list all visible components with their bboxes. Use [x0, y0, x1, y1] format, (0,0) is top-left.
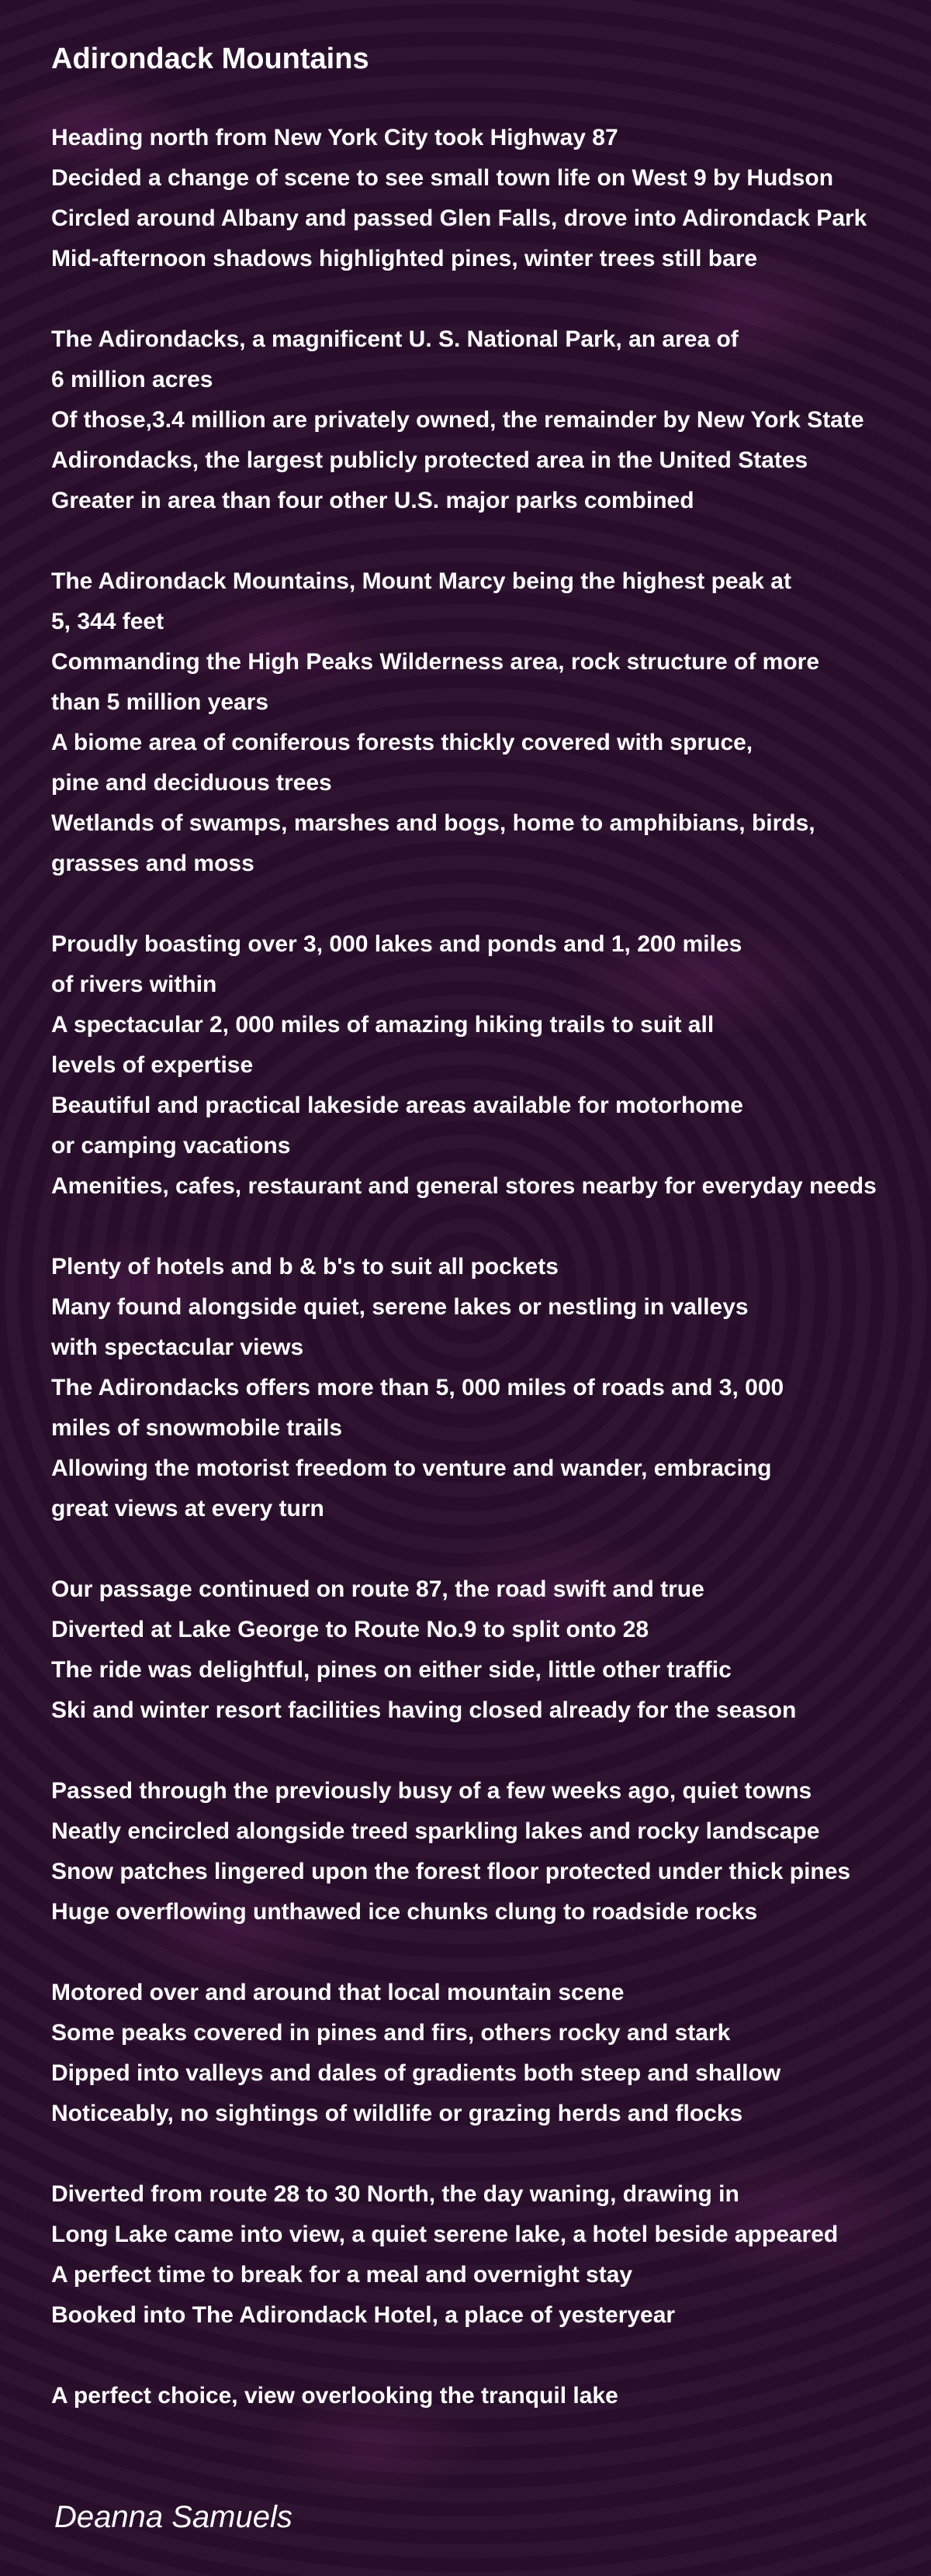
poem-stanza [51, 924, 931, 1207]
poem-line: The ride was delightful, pines on either side, little other traffic [51, 1657, 732, 1683]
poem-line: Diverted from route 28 to 30 North, the day waning, drawing in [51, 2181, 739, 2207]
poem-line: Wetlands of swamps, marshes and bogs, home to amphibians, birds, [51, 810, 815, 836]
poem-line: Decided a change of scene to see small town life on West 9 by Hudson [51, 165, 834, 191]
poem-line: Ski and winter resort facilities having closed already for the season [51, 1697, 797, 1723]
poem-stanza [51, 1569, 931, 1731]
poem-line: of rivers within [51, 972, 217, 997]
poem-line: Greater in area than four other U.S. major parks combined [51, 488, 694, 513]
poem-line: pine and deciduous trees [51, 770, 332, 796]
poem-stanza [51, 118, 931, 279]
poem-line: than 5 million years [51, 689, 269, 715]
poem-stanza [51, 2174, 931, 2336]
poem-stanza [51, 2376, 931, 2416]
poem-line: Circled around Albany and passed Glen Falls, drove into Adirondack Park [51, 205, 867, 231]
poem-line: Heading north from New York City took Highway 87 [51, 125, 618, 150]
poem-line: Snow patches lingered upon the forest floor protected under thick pines [51, 1859, 851, 1884]
poem-line: with spectacular views [51, 1335, 304, 1360]
poem-line: The Adirondacks, a magnificent U. S. National Park, an area of [51, 326, 739, 352]
poem-stanza [51, 561, 931, 884]
poem-line: Mid-afternoon shadows highlighted pines, winter trees still bare [51, 246, 758, 271]
poem-stanza [51, 1771, 931, 1932]
poem-line: Beautiful and practical lakeside areas available for motorhome [51, 1093, 743, 1118]
poem-stanzas [51, 118, 931, 2416]
poem-line: grasses and moss [51, 851, 254, 876]
poem-line: Some peaks covered in pines and firs, others rocky and stark [51, 2020, 731, 2046]
poem-line: The Adirondacks offers more than 5, 000 miles of roads and 3, 000 [51, 1375, 784, 1400]
poem-line: Allowing the motorist freedom to venture and wander, embracing [51, 1455, 772, 1481]
poem-line: miles of snowmobile trails [51, 1415, 343, 1441]
poem-line: A spectacular 2, 000 miles of amazing hiking trails to suit all [51, 1012, 715, 1038]
poem-line: A perfect choice, view overlooking the tranquil lake [51, 2383, 618, 2409]
poem-title: Adirondack Mountains [51, 43, 369, 75]
poem-stanza [51, 1973, 931, 2134]
poem-line: 6 million acres [51, 367, 213, 392]
poem-line: Diverted at Lake George to Route No.9 to split onto 28 [51, 1617, 649, 1642]
poem-line: Many found alongside quiet, serene lakes or nestling in valleys [51, 1294, 749, 1320]
poem-line: or camping vacations [51, 1133, 291, 1159]
poem-line: Amenities, cafes, restaurant and general stores nearby for everyday needs [51, 1173, 877, 1199]
poem-line: Proudly boasting over 3, 000 lakes and ponds and 1, 200 miles [51, 931, 742, 957]
poem-line: Noticeably, no sightings of wildlife or grazing herds and flocks [51, 2101, 743, 2126]
poem-body [51, 37, 931, 2457]
poem-line: Neatly encircled alongside treed sparkling lakes and rocky landscape [51, 1818, 820, 1844]
poem-line: The Adirondack Mountains, Mount Marcy being the highest peak at [51, 568, 791, 594]
poem-line: Plenty of hotels and b & b's to suit all pockets [51, 1254, 559, 1279]
poem-stanza [51, 1247, 931, 1529]
poem-line: 5, 344 feet [51, 609, 164, 634]
poem-line: Our passage continued on route 87, the road swift and true [51, 1576, 704, 1602]
poem-line: Passed through the previously busy of a few weeks ago, quiet towns [51, 1778, 812, 1804]
poem-line: Adirondacks, the largest publicly protected area in the United States [51, 447, 808, 473]
poem-line: Commanding the High Peaks Wilderness area, rock structure of more [51, 649, 819, 675]
poem-line: A perfect time to break for a meal and overnight stay [51, 2262, 633, 2288]
poem-author: Deanna Samuels [54, 2500, 292, 2534]
poem-line: Of those,3.4 million are privately owned, the remainder by New York State [51, 407, 864, 433]
poem-line: Long Lake came into view, a quiet serene lake, a hotel beside appeared [51, 2222, 839, 2247]
poem-line: A biome area of coniferous forests thickly covered with spruce, [51, 730, 753, 755]
poem-line: Huge overflowing unthawed ice chunks clung to roadside rocks [51, 1899, 758, 1925]
poem-line: Dipped into valleys and dales of gradients both steep and shallow [51, 2060, 781, 2086]
poem-line: great views at every turn [51, 1496, 324, 1521]
poem-line: Motored over and around that local mountain scene [51, 1980, 625, 2005]
poem-line: levels of expertise [51, 1052, 254, 1078]
poem-stanza [51, 319, 931, 521]
poem-line: Booked into The Adirondack Hotel, a place of yesteryear [51, 2302, 676, 2328]
